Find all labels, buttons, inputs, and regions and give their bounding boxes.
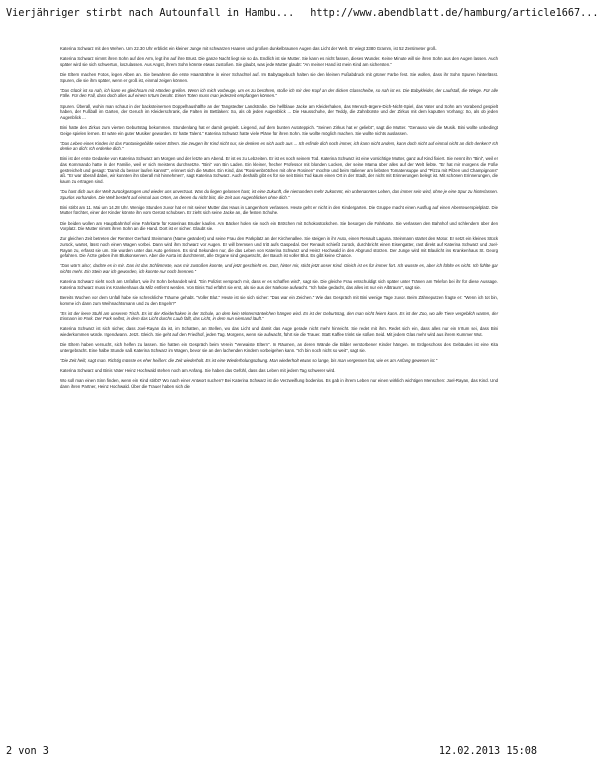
- quote-paragraph: "Es ist der leere Stuhl am unserem Tisch. Es ist der Kleiderhaken in der Schule, an dem kein Wintermäntelchen hängen wird. Es ist der Geburtstag, den man nicht feiern kann. Es ist der Zoo, wo alle Tiere vergeblich warten, der Eismann im Park. Der Park selbst, in dem das Licht durchs Laub fällt, das Licht, in dem nun niemand läuft.": [60, 310, 498, 322]
- quote-paragraph: "Das Leben eines Kindes ist das Fantasiegebilde seiner Eltern. Sie zeugen ihr Kind nicht nur, sie denken es sich auch aus ... Ich erfinde dich noch immer, ich kann nicht anders, kann doch nicht auf einmal nicht an dich denken? Ich denke an dich: Ich erdenke dich.": [60, 140, 498, 152]
- article-paragraph: Bini hatte den Zirkus zum vierten Geburtstag bekommen. Stundenlang hat er damit gespielt. Liegend, auf dem bunten Autoteppich. "Seinen Zirkus hat er geliebt", sagt die Mutter. "Genauso wie die Musik. Bini wollte unbedingt Geige spielen lernen. Er wäre ein guter Musiker geworden. Er hatte Talent." Katerina Schwarz hatte viele Pläne für ihren Sohn. Sie wollte möglich machen. Sie wollte nichts auslassen.: [60, 124, 498, 136]
- article-paragraph: Katerina Schwarz mit den Wehen. Um 22.30 Uhr erblickt ein kleiner Junge mit schwarzen Haaren und großen dunkelbraunen Augen das Licht der Welt. Er wiegt 3380 Gramm, ist 52 Zentimeter groß.: [60, 46, 437, 51]
- article-paragraph: Zur gleichen Zeit betreten der Rentner Gerhard Steinmann (Name geändert) und seine Frau den Parkplatz an der Kirchenallee. Sie steigen in ihr Auto, einen Renault Laguna. Steinmann startet den Motor. Er setzt ein kleines Stück zurück, wartet, lässt noch einen Wagen vorbei. Dann wird ihm Schwarz vor Augen. Er will bremsen und tritt aufs Gaspedal. Der Renault schießt zurück, durchbricht einen Eisengatter, rast direkt auf Katerina Schwarz und Joel-Rayan zu, erfasst sie um. Sie wurden unter das Auto gerissen. Es sind Sekunden nur, die das Leben von Katerina Schwarz und Heinz Hochwald in den Abgrund stürzen. Der Junge wird mit Blaulicht ins Krankenhaus St. Georg gefahren. Die Ärzte geben ihm Blutkonserven. Aber die Aorta ist durchtrennt, alle Organe sind gequetscht, der Bauch ist voller Blut. Es gibt keine Chance.: [60, 236, 498, 259]
- article-body: [60, 46, 498, 738]
- quote-paragraph: "Du hast dich aus der Welt zurückgezogen und wieder uns unvertraut. Was du liegen gelassen hast, ist eine Zukunft, die niemandem mehr zukommt, ein unbenanntes Leben, das immer sein wird, ohne je eine Spur zu hinterlassen. Spurlos vorhanden. Die Welt besteht auf einmal aus Orten, an denen du nicht bist, die Zeit aus Augenblicken ohne dich.": [60, 189, 498, 200]
- article-paragraph: Katerina Schwarz und Binis Vater Heinz Hochwald stehen noch am Anfang. Sie haben das Gefühl, dass das Leben mit jedem Tag schwerer wird.: [60, 368, 336, 374]
- print-footer: [6, 746, 537, 760]
- quote-paragraph: "Das Glück ist so nah, ich kann es gleichsam mit Händen greifen. Wenn ich mich vorbeuge, um es zu berühren, stoße ich mir den Kopf an der dicken Glasscheibe, so nah ist es. Die Babykleider, der Laufstall, die Wiege. Für alle Fälle. Für den Fall, dass doch alles auf einem Irrtum beruht. Einen Toten muss man jederzeit empfangen können.": [60, 87, 498, 99]
- article-paragraph: Bini ist der erste Gedanke von Katerina Schwarz am Morgen und der letzte am Abend. Er ist es zu Lebzeiten. Er ist es noch seinem Tod. Katerina Schwarz ist eine vorsichtige Mutter, ganz auf Kind fixiert. Sie nennt ihn "Bini", weil er das Kommando hatte in der Familie, weil er sich meistens durchsetzte. "Bini" von Bin Laden. Ein kleiner, frecher Professor mit blonden Locken, der seine Mama über alles auf der Welt liebte. "Er hat mir morgens die Füße gestreichelt und gesagt: 'Damit du besser laufen kannst'", erinnert sich die Mutter. Ein Kind, das "Rosinenbrötchen mit ohne Rosinen" mochte und beim Italiener am liebsten Tomatensuppe und "Pizza mit Pilzen und Champignons" aß. "Er war überall dabei, wir konnten ihn überall mit hinnehmen", sagt Katerina Schwarz. Auch deshalb gibt es für sie seit Binis Tod kaum einen Ort in der Stadt, der nicht mit Erinnerungen belegt ist. Mit schönen Erinnerungen, die kaum zu ertragen sind.: [60, 156, 498, 184]
- header-url: http://www.abendblatt.de/hamburg/article1667...: [310, 8, 599, 19]
- article-paragraph: Bini stirbt am 11. Mai um 14.28 Uhr. Wenige Stunden zuvor hat er mit seiner Mutter das Haus in Langenhorn verlassen. Heute geht er nicht in den Kindergarten. Die Gruppe macht einen Ausflug auf einen Abenteuerspielplatz. Die Mutter fürchtet, einer der Kinder könnte ihn vom Gerüst schubsen. Er zieht sich seine Jacke an, die festen Schuhe.: [60, 204, 498, 216]
- article-paragraph: Katerina Schwarz ist sich sicher, dass Joel-Rayan da ist, im Schatten, an Stellen, wo das Licht und damit das Auge gerade nicht mehr hinreicht. Sie redet mit ihm. Redet sich ein, dass alles nur ein Irrtum sei, dass Bini wiederkommen würde. Irgendwann. Jetzt. Gleich. Sie geht auf den Friedhof, jeden Tag. Morgens, wenn sie aufwacht, führt sie die Trauer. Statt Kaffee trinkt sie süßen Seid. Mit jedem Glas mehr wird aus ihrem Kummer Wut.: [60, 326, 498, 338]
- article-paragraph: Die beiden wollen am Hauptbahnhof eine Fahrkarte für Katerinas Bruder kaufen. Am Bäcker holen sie noch ein Brötchen mit Schokostückchen. Sie besorgen die Fahrkarte. Sie verlassen den Bahnhof und schlendern über den Vorplatz. Die Mutter nimmt ihren Sohn an die Hand. Dort ist er sicher. Glaubt sie.: [60, 220, 498, 232]
- header-title: Vierjähriger stirbt nach Autounfall in Hambu...: [6, 8, 295, 19]
- article-paragraph: Die Eltern haben versucht, sich helfen zu lassen. Sie hatten ein Gespräch beim Verein "Verwaiste Eltern". In Räumen, an deren Wände die Bilder verstorbener Kinder hängen. Im Erdgeschoss des Gebäudes ist eine Kita untergebracht. Eine halbe Stunde saß Katerina Schwarz im Wagen, bevor sie an den lachenden Kindern vorbeigehen kann. "Ich bin noch nicht so weit", sagt sie.: [60, 342, 498, 353]
- page-number: 2 von 3: [6, 746, 49, 757]
- article-paragraph: Die Eltern machen Fotos, legen Alben an. Sie bewahren die erste Haarsträhne in einer Schachtel auf. Im Babytagebuch halten sie den kleinen Fußabdruck mit grüner Farbe fest. Sie wollen, dass ihr Sohn Spuren hinterlässt. Spuren, die sie ihm später, wenn er groß ist, einmal zeigen können.: [60, 71, 498, 83]
- quote-paragraph: "Die Zeit heilt, sagt man. Richtig müsste es eher heißen: die Zeit wiederholt. Es ist eine Wiederholungsübung. Man wiederholt etwas so lange, bis man vergessen hat, wie es am Anfang gewesen ist.": [60, 358, 438, 364]
- article-paragraph: Katerina Schwarz sieht noch am Unfallort, wie ihr Sohn behandelt wird. "Ein Polizist versprach mir, dass er es schaffen wird", sagt sie. Die gleiche Frau entschuldigt sich später unter Tränen am Telefon bei ihr für diese Aussage. Katerina Schwarz muss ins Krankenhaus da Milz entfernt werden. Von Binis Tod erfährt sie erst, als sie aus der Narkose aufwacht. "Ich habe gedacht, das alles ist nur ein Albtraum", sagt sie.: [60, 279, 498, 290]
- print-header: [6, 8, 599, 22]
- print-datetime: 12.02.2013 15:08: [438, 746, 537, 757]
- article-paragraph: Katerina Schwarz nimmt ihren Sohn auf den Arm, legt ihn auf ihre Brust. Die ganze Nacht liegt sie so da. Endlich ist sie Mutter. Sie kann es nicht fassen, dieses Wunder. Keine Minute will sie ihren Sohn aus den Augen lassen. Auch später wird sie sich schwertun, loszulassen. Aus Angst, ihrem Sohn könnte etwas zustoßen. Sie glaubt, was jede Mutter glaubt: "An meiner Hand ist mein Kind am sichersten.": [60, 56, 498, 67]
- article-paragraph: Spuren. Überall, wohin man schaut in der backsteinernen Doppelhaushälfte an der Tangstedter Landstraße. Die hellblaue Jacke am Kleiderhaken, das Mensch-ärgere-Dich-Nicht-Spiel, das Vater und Sohn am Vorabend gespielt haben, der Fußball im Garten, der Geruch im Kleiderschrank, die Falten im Bettlaken: So, als ob jeden Augenblick ... Die Hausschuhe, der Teddy, die Zahnbürste und der Zirkus mit dem kaputten Vorhang: So, als ob jeden Augenblick ...: [60, 103, 498, 120]
- quote-paragraph: "Das wär's also', dachte es in mir. Das ist das Schlimmste, was mir zustoßen konnte, und jetzt geschieht es. Dort, hinter mir, stirbt jetzt unser Kind. Gleich ist es für immer fort. Ich wusste es, aber ich fühlte es nicht. Ich fühlte gar nichts mehr. Ein Stein war ich geworden, ich konnte nur noch brennen.": [60, 263, 498, 274]
- article-paragraph: Wo soll man einen Sinn finden, wenn ein Kind stirbt? Wo nach einer Antwort suchen? Bei Katerina Schwarz ist die Verzweiflung bodenlos. Es gab in ihrem Leben nur einen wirklich wichtigen Menschen: Joel-Rayan, das Kind. Und dann ihren Partner, Heinz Hochwald. Über die Trauer haben sich die: [60, 378, 498, 389]
- article-paragraph: Bereits Wochen vor dem Unfall habe sie schreckliche Träume gehabt. "Voller Blut." Heute ist sie sich sicher: "Das war ein Zeichen." Wie das Gespräch mit Bini wenige Tage zuvor. Beim Zähneputzen fragte er: "Wenn ich tot bin, komme ich dann zum Weihnachtsmann und zu den Engeln?": [60, 294, 498, 306]
